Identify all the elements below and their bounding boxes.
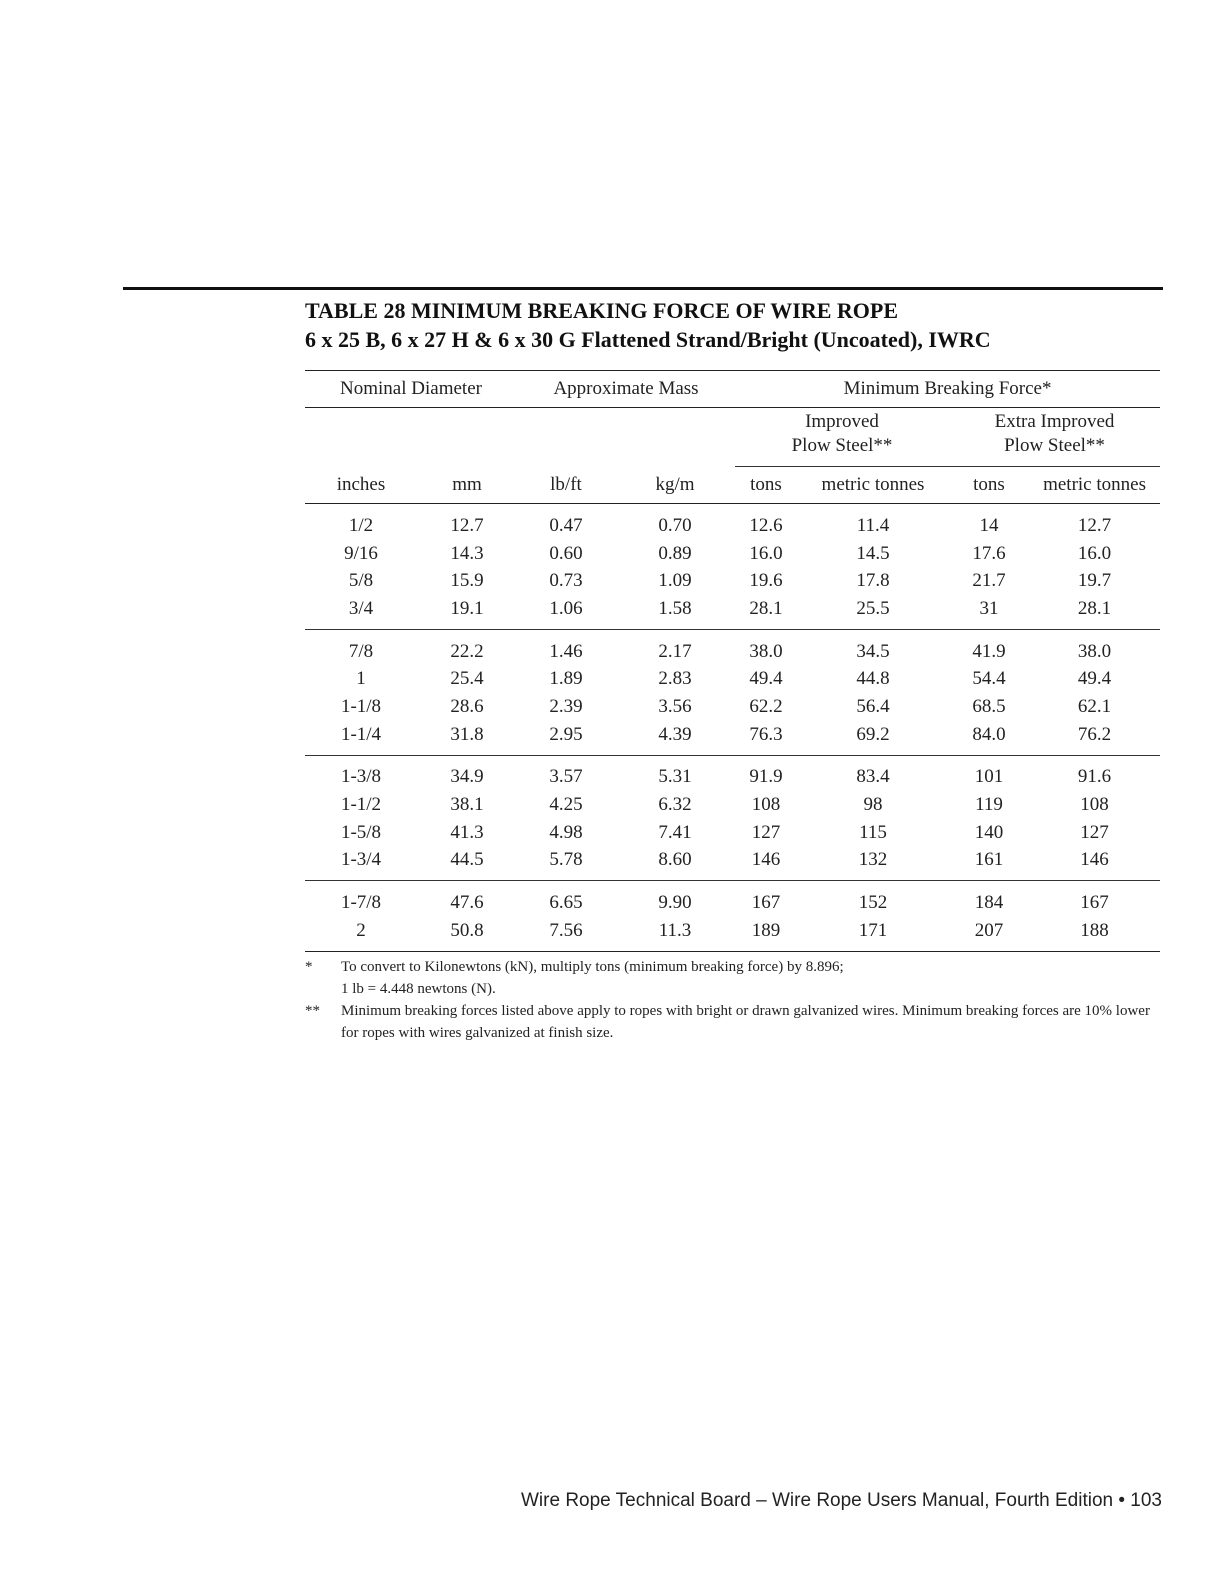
cell-improved-tons: 91.9 — [749, 766, 783, 788]
cell-mass-lb-ft: 3.57 — [549, 766, 583, 788]
header-minimum-breaking-force: Minimum Breaking Force* — [735, 371, 1160, 408]
cell-mass-lb-ft: 2.39 — [549, 695, 583, 717]
cell-improved-metric-tonnes: 17.8 — [856, 570, 890, 592]
table-title — [305, 296, 1165, 354]
cell-mass-kg-m: 11.3 — [615, 917, 735, 951]
cell-improved-tons: 189 — [735, 917, 797, 951]
cell-diameter-inches: 1 — [356, 668, 366, 690]
cell-extra-tons: 54.4 — [972, 668, 1006, 690]
cell-extra-metric-tonnes: 108 — [1080, 794, 1109, 816]
cell-diameter-inches: 9/16 — [344, 542, 378, 564]
header-spacer — [305, 408, 735, 467]
cell-extra-tons: 140 — [974, 821, 1004, 843]
cell-extra-tons: 14 — [979, 514, 999, 536]
cell-mass-lb-ft: 2.95 — [517, 721, 615, 755]
cell-mass-lb-ft: 0.73 — [549, 570, 583, 592]
cell-improved-metric-tonnes: 34.5 — [856, 640, 890, 662]
row-group-2 — [305, 629, 1160, 755]
cell-mass-kg-m: 2.83 — [658, 668, 692, 690]
footnote-1 — [305, 956, 1165, 1000]
cell-extra-tons: 41.9 — [972, 640, 1006, 662]
cell-extra-tons: 184 — [974, 892, 1004, 914]
footnote-2-mark: ** — [305, 1003, 320, 1019]
unit-kg-m: kg/m — [615, 467, 735, 504]
footnote-2 — [305, 1000, 1165, 1044]
cell-improved-metric-tonnes: 171 — [797, 917, 949, 951]
cell-extra-metric-tonnes: 62.1 — [1077, 695, 1112, 717]
cell-diameter-inches: 1-1/2 — [340, 794, 382, 816]
cell-improved-tons: 62.2 — [749, 695, 783, 717]
table-row — [305, 595, 1160, 629]
table-row — [305, 847, 1160, 881]
header-nominal-diameter: Nominal Diameter — [305, 371, 517, 408]
footnote-1-line-2: 1 lb = 4.448 newtons (N). — [341, 981, 496, 997]
cell-mass-kg-m: 1.09 — [658, 570, 692, 592]
cell-extra-metric-tonnes: 188 — [1029, 917, 1160, 951]
footnote-2-text: Minimum breaking forces listed above apply to ropes with bright or drawn galvanized wires. Minimum breaking forces are 10% lower for ropes with wires galvanized at finish size. — [341, 1003, 1150, 1041]
cell-extra-metric-tonnes: 12.7 — [1077, 514, 1112, 536]
cell-diameter-inches: 7/8 — [348, 640, 374, 662]
cell-mass-kg-m: 1.58 — [615, 595, 735, 629]
cell-diameter-mm: 12.7 — [450, 514, 484, 536]
cell-diameter-mm: 19.1 — [417, 595, 517, 629]
cell-diameter-inches: 1-5/8 — [340, 821, 382, 843]
row-group-3 — [305, 755, 1160, 881]
header-approximate-mass: Approximate Mass — [517, 371, 735, 408]
cell-improved-metric-tonnes: 56.4 — [856, 695, 890, 717]
table-row — [305, 881, 1160, 917]
cell-mass-kg-m: 4.39 — [615, 721, 735, 755]
cell-diameter-mm: 25.4 — [450, 668, 484, 690]
cell-extra-metric-tonnes: 16.0 — [1077, 542, 1112, 564]
breaking-force-table-wrap — [305, 370, 1160, 952]
cell-diameter-mm: 34.9 — [450, 766, 484, 788]
cell-extra-tons: 17.6 — [972, 542, 1006, 564]
row-group-4 — [305, 881, 1160, 951]
header-extra-line1: Extra Improved — [994, 411, 1115, 432]
header-improved-plow-steel — [735, 408, 949, 467]
table-row — [305, 665, 1160, 693]
cell-mass-lb-ft: 5.78 — [517, 847, 615, 881]
cell-extra-tons: 101 — [974, 766, 1004, 788]
cell-extra-tons: 31 — [949, 595, 1029, 629]
unit-metric-tonnes-extra: metric tonnes — [1029, 467, 1160, 504]
cell-mass-lb-ft: 0.60 — [549, 542, 583, 564]
cell-diameter-inches: 5/8 — [348, 570, 374, 592]
table-row — [305, 693, 1160, 721]
cell-improved-tons: 19.6 — [749, 570, 783, 592]
table-header — [305, 371, 1160, 504]
cell-mass-kg-m: 0.89 — [658, 542, 692, 564]
cell-extra-metric-tonnes: 146 — [1029, 847, 1160, 881]
unit-tons-extra: tons — [949, 467, 1029, 504]
cell-improved-metric-tonnes: 132 — [797, 847, 949, 881]
row-group-1 — [305, 504, 1160, 630]
cell-diameter-inches: 2 — [305, 917, 417, 951]
cell-mass-lb-ft: 4.98 — [549, 821, 583, 843]
cell-diameter-mm: 47.6 — [450, 892, 484, 914]
footnote-1-mark: * — [305, 959, 313, 975]
cell-diameter-mm: 15.9 — [450, 570, 484, 592]
cell-extra-metric-tonnes: 49.4 — [1077, 668, 1112, 690]
table-row — [305, 504, 1160, 540]
cell-mass-lb-ft: 1.06 — [517, 595, 615, 629]
unit-mm: mm — [417, 467, 517, 504]
table-row — [305, 629, 1160, 665]
cell-improved-metric-tonnes: 11.4 — [856, 514, 890, 536]
cell-diameter-mm: 14.3 — [450, 542, 484, 564]
cell-diameter-mm: 31.8 — [417, 721, 517, 755]
cell-extra-tons: 68.5 — [972, 695, 1006, 717]
cell-extra-tons: 161 — [949, 847, 1029, 881]
cell-mass-kg-m: 2.17 — [658, 640, 692, 662]
cell-mass-kg-m: 5.31 — [658, 766, 692, 788]
cell-extra-tons: 207 — [949, 917, 1029, 951]
cell-extra-metric-tonnes: 76.2 — [1029, 721, 1160, 755]
cell-mass-kg-m: 3.56 — [658, 695, 692, 717]
cell-mass-lb-ft: 1.89 — [549, 668, 583, 690]
unit-metric-tonnes-improved: metric tonnes — [797, 467, 949, 504]
cell-improved-tons: 127 — [751, 821, 781, 843]
cell-improved-tons: 167 — [751, 892, 781, 914]
cell-diameter-mm: 38.1 — [450, 794, 484, 816]
cell-mass-lb-ft: 7.56 — [517, 917, 615, 951]
cell-mass-kg-m: 6.32 — [658, 794, 692, 816]
cell-improved-tons: 12.6 — [749, 514, 783, 536]
cell-improved-metric-tonnes: 69.2 — [797, 721, 949, 755]
cell-mass-lb-ft: 4.25 — [549, 794, 583, 816]
table-row — [305, 721, 1160, 755]
title-line-2: 6 x 25 B, 6 x 27 H & 6 x 30 G Flattened Strand/Bright (Uncoated), IWRC — [305, 327, 991, 352]
top-rule — [123, 287, 1163, 290]
cell-extra-metric-tonnes: 28.1 — [1029, 595, 1160, 629]
cell-improved-tons: 38.0 — [749, 640, 783, 662]
page-footer: Wire Rope Technical Board – Wire Rope Users Manual, Fourth Edition • 103 — [521, 1490, 1162, 1511]
cell-diameter-inches: 1-1/4 — [305, 721, 417, 755]
cell-extra-tons: 84.0 — [949, 721, 1029, 755]
cell-diameter-mm: 41.3 — [450, 821, 484, 843]
table-row — [305, 791, 1160, 819]
table-row — [305, 540, 1160, 568]
cell-improved-metric-tonnes: 152 — [858, 892, 888, 914]
cell-mass-kg-m: 0.70 — [658, 514, 692, 536]
cell-diameter-mm: 28.6 — [450, 695, 484, 717]
cell-improved-metric-tonnes: 44.8 — [856, 668, 890, 690]
table-row — [305, 755, 1160, 791]
cell-improved-tons: 108 — [751, 794, 781, 816]
cell-diameter-mm: 50.8 — [417, 917, 517, 951]
cell-improved-tons: 28.1 — [735, 595, 797, 629]
header-improved-line2: Plow Steel** — [791, 435, 893, 456]
cell-improved-tons: 146 — [735, 847, 797, 881]
header-improved-line1: Improved — [805, 411, 879, 432]
cell-diameter-mm: 22.2 — [450, 640, 484, 662]
unit-inches: inches — [305, 467, 417, 504]
table-row — [305, 917, 1160, 951]
table-row — [305, 567, 1160, 595]
cell-diameter-inches: 1/2 — [348, 514, 374, 536]
cell-improved-metric-tonnes: 115 — [859, 821, 887, 843]
footnotes — [305, 956, 1165, 1044]
cell-diameter-inches: 1-7/8 — [340, 892, 382, 914]
cell-extra-metric-tonnes: 19.7 — [1077, 570, 1112, 592]
cell-mass-lb-ft: 1.46 — [549, 640, 583, 662]
footnote-1-line-1: To convert to Kilonewtons (kN), multiply tons (minimum breaking force) by 8.896; — [341, 959, 844, 975]
cell-extra-tons: 21.7 — [972, 570, 1006, 592]
cell-diameter-inches: 1-1/8 — [340, 695, 382, 717]
header-extra-improved-plow-steel — [949, 408, 1160, 467]
cell-mass-kg-m: 8.60 — [615, 847, 735, 881]
cell-improved-metric-tonnes: 83.4 — [856, 766, 890, 788]
unit-tons-improved: tons — [735, 467, 797, 504]
table-row — [305, 819, 1160, 847]
unit-lb-ft: lb/ft — [517, 467, 615, 504]
cell-diameter-inches: 1-3/4 — [305, 847, 417, 881]
cell-mass-kg-m: 9.90 — [658, 892, 692, 914]
cell-improved-tons: 49.4 — [749, 668, 783, 690]
cell-extra-metric-tonnes: 167 — [1080, 892, 1109, 914]
cell-mass-lb-ft: 6.65 — [549, 892, 583, 914]
cell-improved-metric-tonnes: 25.5 — [797, 595, 949, 629]
cell-improved-metric-tonnes: 14.5 — [856, 542, 890, 564]
breaking-force-table — [305, 370, 1160, 952]
cell-mass-lb-ft: 0.47 — [549, 514, 583, 536]
cell-extra-metric-tonnes: 38.0 — [1077, 640, 1112, 662]
cell-extra-tons: 119 — [975, 794, 1003, 816]
cell-diameter-mm: 44.5 — [417, 847, 517, 881]
cell-mass-kg-m: 7.41 — [658, 821, 692, 843]
cell-improved-tons: 16.0 — [749, 542, 783, 564]
cell-extra-metric-tonnes: 127 — [1080, 821, 1109, 843]
cell-improved-metric-tonnes: 98 — [863, 794, 883, 816]
cell-diameter-inches: 3/4 — [305, 595, 417, 629]
header-extra-line2: Plow Steel** — [1004, 435, 1105, 456]
title-line-1: TABLE 28 MINIMUM BREAKING FORCE OF WIRE ROPE — [305, 298, 899, 323]
cell-improved-tons: 76.3 — [735, 721, 797, 755]
cell-extra-metric-tonnes: 91.6 — [1077, 766, 1112, 788]
cell-diameter-inches: 1-3/8 — [340, 766, 382, 788]
